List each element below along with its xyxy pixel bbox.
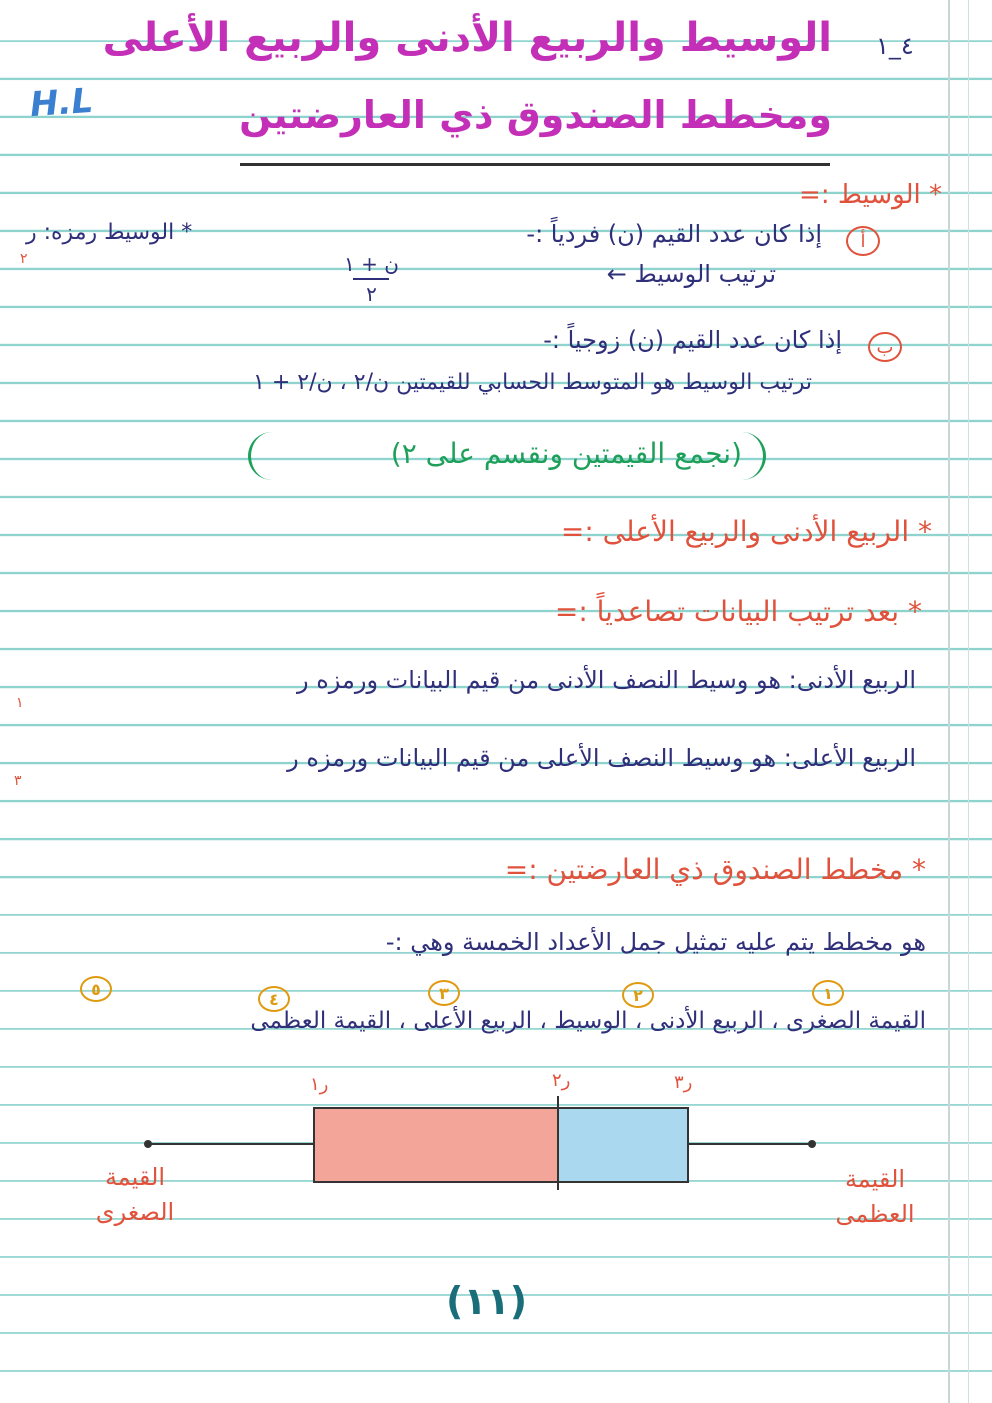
min-value-label: القيمة الصغرى xyxy=(95,1163,175,1226)
quartiles-heading: * الربيع الأدنى والربيع الأعلى := xyxy=(560,515,932,548)
case-b-label: ب xyxy=(868,332,902,362)
lower-quartile-definition: الربيع الأدنى: هو وسيط النصف الأدنى من قيم البيانات ورمزه ر xyxy=(296,666,916,694)
case-a-label: أ xyxy=(846,226,880,256)
upper-quartile-definition: الربيع الأعلى: هو وسيط النصف الأعلى من قيم البيانات ورمزه ر xyxy=(287,744,916,772)
case-a-fraction xyxy=(344,252,399,306)
lower-box xyxy=(314,1108,558,1182)
case-b-text: إذا كان عدد القيم (ن) زوجياً :- xyxy=(543,326,842,354)
median-symbol-note xyxy=(26,222,192,244)
case-a-text: إذا كان عدد القيم (ن) فردياً :- xyxy=(526,220,822,248)
upper-quartile-sub: ٣ xyxy=(14,773,22,789)
title-underline xyxy=(240,163,830,166)
page-number: (١١) xyxy=(446,1279,528,1323)
case-a-order: ترتيب الوسيط ← xyxy=(606,260,776,288)
five-number-3: ٣ xyxy=(428,980,460,1006)
fraction-bar xyxy=(353,278,389,280)
five-number-4: ٤ xyxy=(258,986,290,1012)
median-note: (نجمع القيمتين ونقسم على ٢) xyxy=(390,437,742,470)
title-line-2: ومخطط الصندوق ذي العارضتين xyxy=(239,93,832,137)
quartiles-step: * بعد ترتيب البيانات تصاعدياً := xyxy=(554,595,922,628)
title-line-1: الوسيط والربيع الأدنى والربيع الأعلى xyxy=(102,15,832,61)
max-point xyxy=(808,1140,816,1148)
q2-label: ر٢ xyxy=(552,1070,571,1091)
median-symbol-sub: ٢ xyxy=(20,251,28,267)
median-heading: * الوسيط := xyxy=(799,180,942,210)
five-numbers-list: القيمة الصغرى ، الربيع الأدنى ، الوسيط ، الربيع الأعلى ، القيمة العظمى xyxy=(250,1008,926,1034)
five-number-1: ١ xyxy=(812,980,844,1006)
boxplot-definition: هو مخطط يتم عليه تمثيل جمل الأعداد الخمسة وهي :- xyxy=(385,928,926,956)
case-a-fraction-denominator: ٢ xyxy=(366,282,377,306)
boxplot-heading: * مخطط الصندوق ذي العارضتين := xyxy=(504,853,926,886)
q1-label: ر١ xyxy=(310,1074,329,1095)
case-a-fraction-numerator: ن + ١ xyxy=(344,252,399,276)
author-signature: H.L xyxy=(28,80,95,126)
median-symbol-text: * الوسيط رمزه: ر xyxy=(26,220,193,245)
five-number-2: ٢ xyxy=(622,982,654,1008)
upper-box xyxy=(558,1108,688,1182)
case-b-order: ترتيب الوسيط هو المتوسط الحسابي للقيمتين ن/٢ ، ن/٢ + ١ xyxy=(253,370,812,395)
five-number-5: ٥ xyxy=(80,976,112,1002)
lower-quartile-sub: ١ xyxy=(16,695,24,711)
min-point xyxy=(144,1140,152,1148)
lesson-number: ٤_١ xyxy=(876,32,914,60)
q3-label: ر٣ xyxy=(674,1072,693,1093)
max-value-label: القيمة العظمى xyxy=(835,1165,915,1228)
